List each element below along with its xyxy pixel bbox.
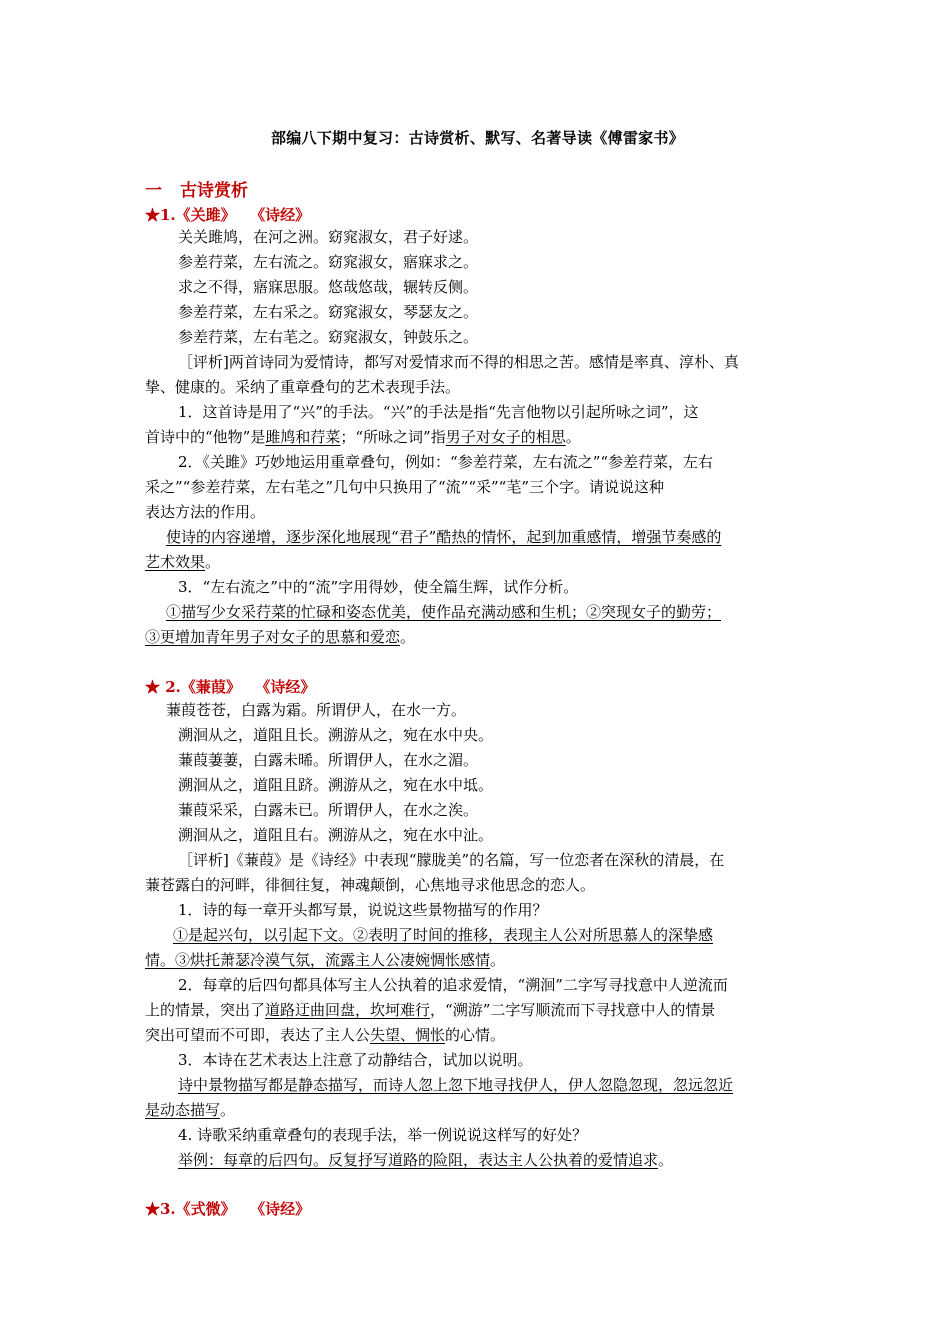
answer-text xyxy=(145,950,810,970)
poem-heading xyxy=(145,676,315,697)
poem-line: 参差荇菜，左右采之。窈窕淑女，琴瑟友之。 xyxy=(178,303,479,321)
question-fragment: ；“所咏之词”指 xyxy=(340,428,446,446)
question-fragment: 的心情。 xyxy=(445,1026,506,1044)
question-text: 3．“左右流之”中的“流”字用得妙，使全篇生辉，试作分析。 xyxy=(178,578,579,596)
poem-line: 蒹葭采采，白露未已。所谓伊人，在水之涘。 xyxy=(178,801,479,819)
comment-text: 挚、健康的。采纳了重章叠句的艺术表现手法。 xyxy=(145,378,461,396)
question-text: 4. 诗歌采纳重章叠句的表现手法，举一例说说这样写的好处？ xyxy=(178,1126,588,1144)
question-fragment: 上的情景，突出了 xyxy=(145,1001,266,1019)
answer-fragment: 艺术效果 xyxy=(145,553,206,571)
poem-title: ★3.《式微》 xyxy=(145,1200,236,1218)
answer-fragment: ①描写少女采荇菜的忙碌和姿态优美，使作品充满动感和生机；②突现女子的勤劳； xyxy=(166,603,722,621)
question-fragment: 首诗中的“他物”是 xyxy=(145,428,266,446)
answer-text xyxy=(145,1150,810,1170)
question-fragment: 突出可望而不可即，表达了主人公 xyxy=(145,1026,371,1044)
answer-text xyxy=(145,602,810,622)
poem-line: 关关雎鸠，在河之洲。窈窕淑女，君子好逑。 xyxy=(178,228,479,246)
answer-text xyxy=(145,552,810,572)
poem-line: 蒹葭萋萋，白露未晞。所谓伊人，在水之湄。 xyxy=(178,751,479,769)
poem-line: 参差荇菜，左右芼之。窈窕淑女，钟鼓乐之。 xyxy=(178,328,479,346)
answer-fragment: 失望、惆怅 xyxy=(370,1026,446,1044)
answer-fragment: 诗中景物描写都是静态描写，而诗人忽上忽下地寻找伊人，伊人忽隐忽现，忽远忽近 xyxy=(178,1076,734,1094)
answer-fragment: 是动态描写 xyxy=(145,1101,221,1119)
poem-line: 溯洄从之，道阻且长。溯游从之，宛在水中央。 xyxy=(178,726,494,744)
answer-fragment: 。 xyxy=(220,1101,236,1119)
answer-fragment: 举例：每章的后四句。反复抒写道路的险阻，表达主人公执着的爱情追求 xyxy=(178,1151,659,1169)
answer-fragment: 男子对女子的相思 xyxy=(445,428,566,446)
section-title: 古诗赏析 xyxy=(180,181,248,201)
answer-text xyxy=(145,527,810,547)
question-text xyxy=(145,1025,810,1045)
answer-fragment: ③更增加青年男子对女子的思慕和爱恋 xyxy=(145,628,401,646)
poem-title: ★1.《关雎》 xyxy=(145,206,236,224)
section-number: 一 xyxy=(145,181,162,201)
comment-text: 蒹苍露白的河畔，徘徊往复，神魂颠倒，心焦地寻求他思念的恋人。 xyxy=(145,876,596,894)
comment-text: ［评析]两首诗同为爱情诗，都写对爱情求而不得的相思之苦。感情是率真、淳朴、真 xyxy=(178,353,739,371)
answer-fragment: 雎鸠和荇菜 xyxy=(265,428,341,446)
answer-text xyxy=(145,1100,810,1120)
poem-source: 《诗经》 xyxy=(257,206,311,224)
answer-text xyxy=(145,1075,810,1095)
question-text: 1．诗的每一章开头都写景，说说这些景物描写的作用？ xyxy=(178,901,548,919)
poem-line: 蒹葭苍苍，白露为霜。所谓伊人，在水一方。 xyxy=(166,701,467,719)
answer-fragment: 情。③烘托萧瑟冷漠气氛，流露主人公凄婉惆怅感情 xyxy=(145,951,491,969)
question-text: 2．每章的后四句都具体写主人公执着的追求爱情，“溯洄”二字写寻找意中人逆流而 xyxy=(178,976,728,994)
question-fragment: ，“溯游”二字写顺流而下寻找意中人的情景 xyxy=(430,1001,716,1019)
poem-heading xyxy=(145,1198,310,1219)
answer-fragment: 。 xyxy=(205,553,221,571)
question-text: 3．本诗在艺术表达上注意了动静结合，试加以说明。 xyxy=(178,1051,533,1069)
poem-line: 溯洄从之，道阻且右。溯游从之，宛在水中沚。 xyxy=(178,826,494,844)
poem-source: 《诗经》 xyxy=(257,1200,311,1218)
poem-line: 溯洄从之，道阻且跻。溯游从之，宛在水中坻。 xyxy=(178,776,494,794)
section-heading xyxy=(145,176,248,201)
question-text: 2．《关雎》巧妙地运用重章叠句，例如：“参差荇菜，左右流之”“参差荇菜，左右 xyxy=(178,453,714,471)
answer-text xyxy=(145,627,810,647)
answer-fragment: 使诗的内容递增，逐步深化地展现“君子”酷热的情怀，起到加重感情，增强节奏感的 xyxy=(166,528,722,546)
answer-fragment: 。 xyxy=(400,628,416,646)
answer-fragment: 。 xyxy=(490,951,506,969)
poem-heading xyxy=(145,204,310,225)
poem-source: 《诗经》 xyxy=(262,678,316,696)
document-title: 部编八下期中复习：古诗赏析、默写、名著导读《傅雷家书》 xyxy=(270,129,685,147)
question-text: 表达方法的作用。 xyxy=(145,503,266,521)
question-fragment: 。 xyxy=(565,428,581,446)
poem-title: ★ 2.《蒹葭》 xyxy=(145,678,241,696)
answer-fragment: ①是起兴句，以引起下文。②表明了时间的推移，表现主人公对所思慕人的深挚感 xyxy=(173,926,714,944)
answer-text xyxy=(145,925,810,945)
poem-line: 求之不得，寤寐思服。悠哉悠哉，辗转反侧。 xyxy=(178,278,479,296)
answer-fragment: 。 xyxy=(658,1151,674,1169)
question-text: 1．这首诗是用了“兴”的手法。“兴”的手法是指“先言他物以引起所咏之词”，这 xyxy=(178,403,699,421)
question-text xyxy=(145,1000,810,1020)
question-text xyxy=(145,427,810,447)
question-text: 采之”“参差荇菜，左右芼之”几句中只换用了“流”“采”“芼”三个字。请说说这种 xyxy=(145,478,665,496)
poem-line: 参差荇菜，左右流之。窈窕淑女，寤寐求之。 xyxy=(178,253,479,271)
answer-fragment: 道路迂曲回盘，坎坷难行 xyxy=(265,1001,431,1019)
comment-text: ［评析]《蒹葭》是《诗经》中表现“朦胧美”的名篇，写一位恋者在深秋的清晨，在 xyxy=(178,851,725,869)
